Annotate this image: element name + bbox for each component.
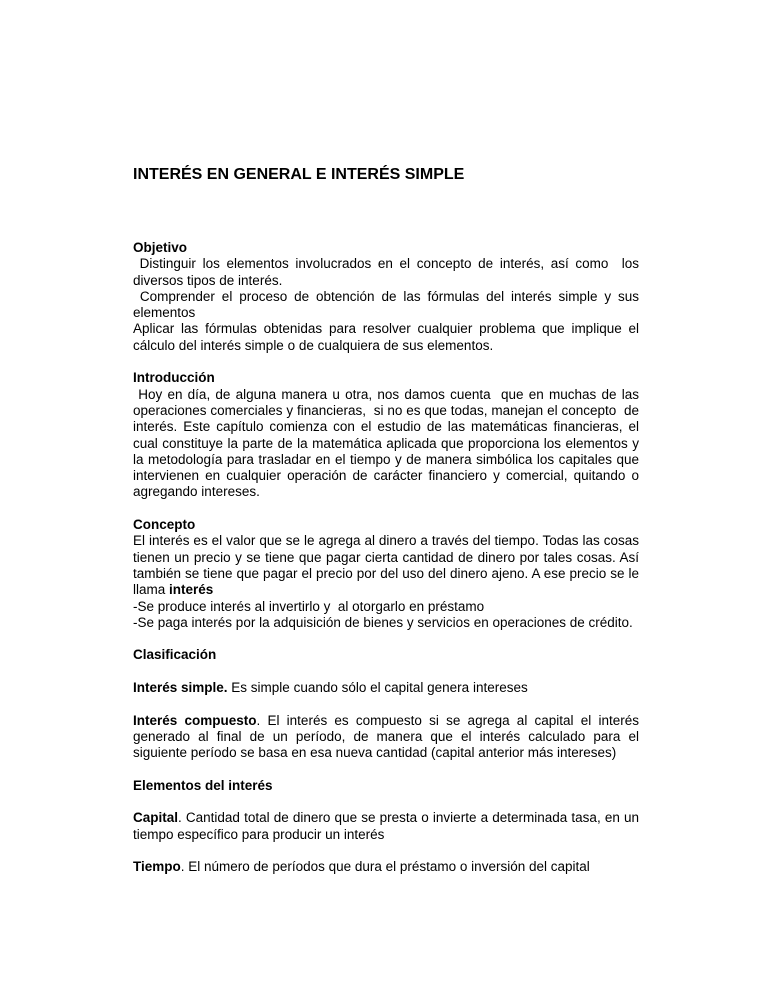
interes-compuesto-def [133,713,639,762]
section-clasificacion [133,647,639,761]
term: Interés simple. [133,680,228,696]
section-objetivo [133,240,643,354]
heading-objetivo: Objetivo [133,240,188,255]
document-body [133,240,643,892]
section-introduccion [133,370,643,500]
definition: . El número de períodos que dura el préstamo o inversión del capital [180,859,590,875]
section-elementos [133,778,639,876]
heading-elementos: Elementos del interés [133,777,273,793]
objetivo-line: Distinguir los elementos involucrados en el concepto de interés, así como los diversos tipos de interés. [133,256,643,288]
interes-simple-def [133,680,639,696]
capital-def [133,810,639,843]
introduccion-text: Hoy en día, de alguna manera u otra, nos damos cuenta que en muchas de las operaciones comerciales y financieras, si no es que todas, manejan el concepto de interés. Este capítulo comienza con el estudio de las matemáticas financieras, el cual constituye la parte de la matemática aplicada que proporciona los elementos y la metodología para trasladar en el tiempo y de manera simbólica los capitales que intervienen en cualquier operación de carácter financiero y comercial, quitando o agregando intereses. [133,386,643,500]
heading-introduccion: Introducción [133,370,215,386]
concepto-body: El interés es el valor que se le agrega al dinero a través del tiempo. Todas las cosas tienen un precio y se tiene que pagar cierta cantidad de dinero por tales cosas. Así también se tiene que pagar el precio por del uso del dinero ajeno. A ese precio se le llama [133,533,639,598]
objetivo-line: Comprender el proceso de obtención de las fórmulas del interés simple y sus elementos [133,288,643,321]
objetivo-line: Aplicar las fórmulas obtenidas para resolver cualquier problema que implique el cálculo del interés simple o de cualquiera de sus elementos. [133,321,639,353]
heading-concepto: Concepto [133,517,196,533]
term: Tiempo [133,859,181,875]
definition: . El interés es compuesto si se agrega al capital el interés generado al final de un período, de manera que el interés calculado para el siguiente período se basa en esa nueva cantidad (capital anterior más intereses) [133,712,639,761]
heading-clasificacion: Clasificación [133,647,217,663]
concepto-bullet: -Se produce interés al invertirlo y al otorgarlo en préstamo [133,598,485,614]
concepto-bullet: -Se paga interés por la adquisición de bienes y servicios en operaciones de crédito. [133,614,633,630]
concepto-text [133,533,639,598]
term: Interés compuesto [133,712,257,728]
concepto-bold-term: interés [169,582,214,598]
definition: Es simple cuando sólo el capital genera intereses [227,680,528,696]
document-title: INTERÉS EN GENERAL E INTERÉS SIMPLE [133,166,465,183]
tiempo-def [133,859,639,875]
definition: . Cantidad total de dinero que se presta o invierte a determinada tasa, en un tiempo específico para producir un interés [133,810,639,842]
section-concepto [133,517,639,631]
term: Capital [133,810,179,826]
